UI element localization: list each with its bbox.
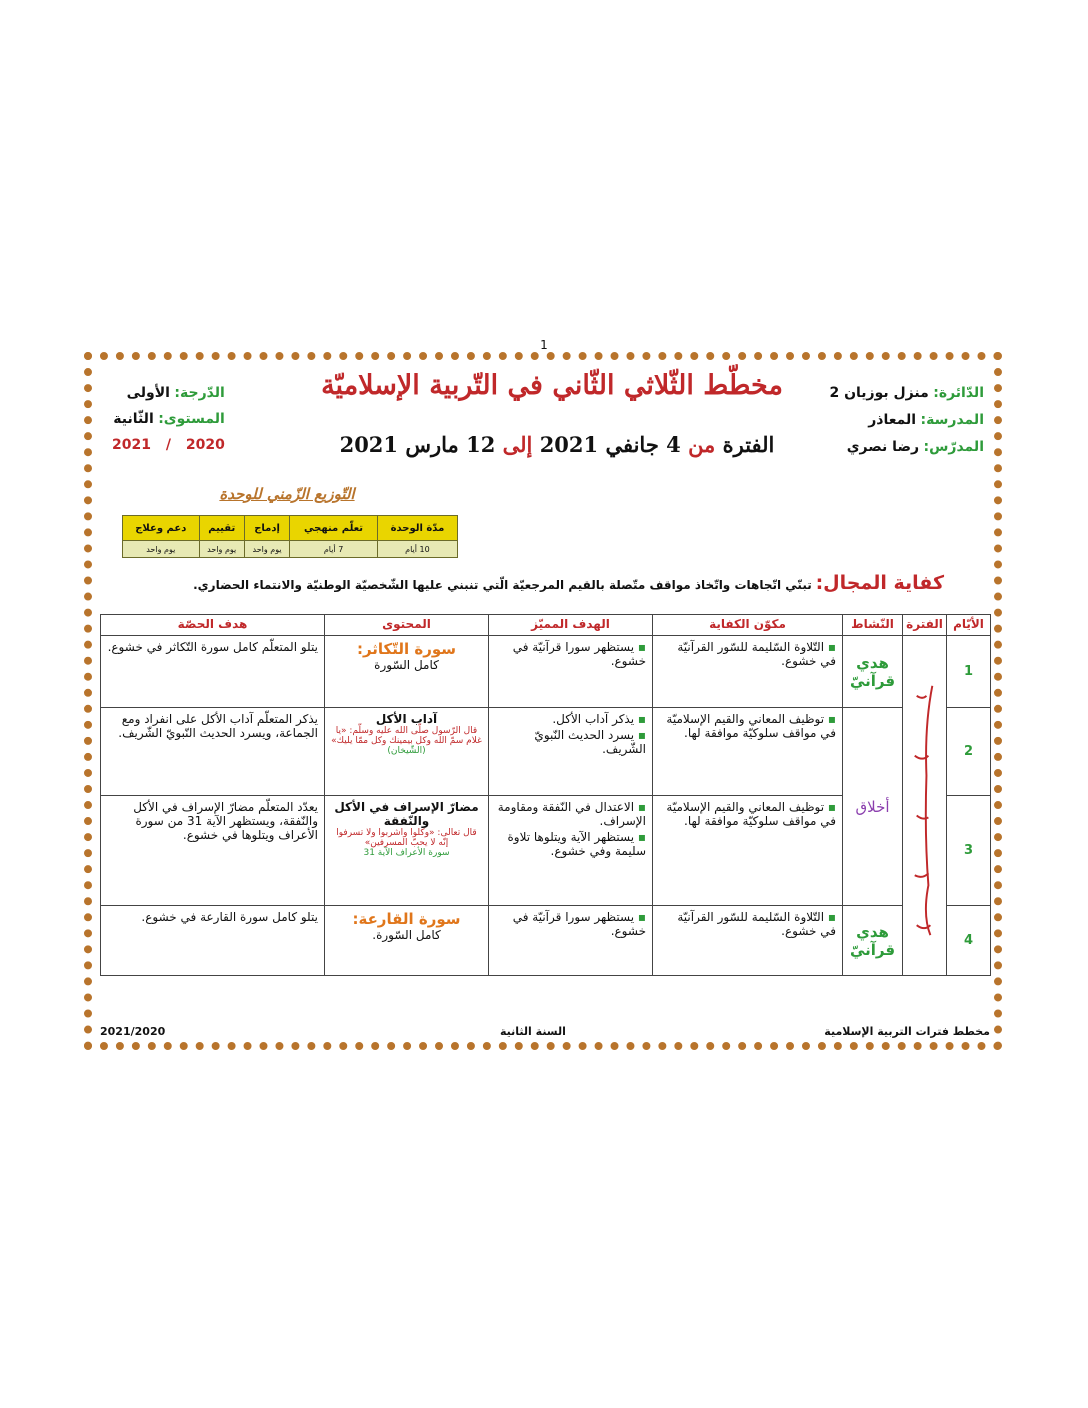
content-title: سورة التّكاثر: [356,640,457,658]
col-header-activity: النّشاط [843,615,903,636]
competence-text: تبنّي اتّجاهات واتّخاذ مواقف متّصلة بالقيم المرجعيّة الّتي تنبني عليها الشّخصيّة الوطنيّة والانتماء الحضاري. [193,578,812,592]
day-number: 1 [947,636,991,708]
period-prefix: الفترة [722,432,775,457]
period-line [322,432,792,457]
content-cell [325,636,489,708]
day-number: 4 [947,906,991,976]
year-separator: / [165,437,171,453]
directorate-label: الدّائرة: [933,385,984,401]
footer-left: 2021/2020 [100,1025,166,1038]
objective-item: ▪ يسرد الحديث النّبويّ الشّريف. [495,728,646,756]
period-to-date: 12 مارس 2021 [339,432,496,457]
year-end: 2021 [112,437,151,453]
period-from-date: 4 جانفي 2021 [539,432,681,457]
content-cell [325,906,489,976]
quote-source: (الشّيخان) [387,746,426,756]
table-row [101,636,991,708]
col-header-session-goal: هدف الحصّة [101,615,325,636]
session-goal: يعدّد المتعلّم مضارّ الإسراف في الأكل والنّفقة، ويستظهر الآية 31 من سورة الأعراف ويتلوها في خشوع. [101,796,325,906]
distribution-title: التّوزيع الزّمني للوحدة [219,485,355,503]
dist-value: 7 أيام [290,541,378,558]
page-frame [84,352,1002,1050]
objective-cell [489,708,653,796]
col-header-content: المحتوى [325,615,489,636]
dist-value: يوم واحد [123,541,200,558]
component-item: ▪ توظيف المعاني والقيم الإسلاميّة في مواقف سلوكيّة موافقة لها. [659,800,836,828]
dist-header: إدماج [244,516,289,541]
objective-item: ▪ يذكر آداب الأكل. [495,712,646,726]
content-cell [325,796,489,906]
activity-label: أخلاق [843,708,903,906]
content-subtitle: كامل السّورة [374,658,439,672]
component-item: ▪ توظيف المعاني والقيم الإسلاميّة في مواقف سلوكيّة موافقة لها. [659,712,836,740]
col-header-component: مكوّن الكفاية [653,615,843,636]
dist-header: مدّة الوحدة [377,516,457,541]
footer-center: السنة الثانية [500,1025,566,1038]
handwritten-period-note [903,636,946,975]
activity-label: هدي قرآنيّ [843,906,903,976]
table-row [101,906,991,976]
session-goal: يتلو المتعلّم كامل سورة التّكاثر في خشوع. [101,636,325,708]
component-item: ▪ التّلاوة السّليمة للسّور القرآنيّة في خشوع. [659,910,836,938]
period-to: إلى [502,432,533,457]
grade-value: الأولى [126,385,170,401]
dist-header: تعلّم منهجي [290,516,378,541]
page-number: 1 [540,338,548,352]
footer-right: مخطط فترات التربية الإسلامية [824,1025,990,1038]
objective-item: ▪ الاعتدال في النّفقة ومقاومة الإسراف. [495,800,646,828]
objective-item: ▪ يستظهر سورا قرآنيّة في خشوع. [495,910,646,938]
component-cell [653,708,843,796]
level-value: الثّانية [113,411,154,427]
page-title: مخطّط الثّلاثي الثّاني في التّربية الإسلاميّة [321,370,783,401]
competence-line [144,572,944,594]
teacher-label: المدرّس: [923,439,984,455]
table-row [101,708,991,796]
plan-table [100,614,991,976]
component-cell [653,906,843,976]
dist-value: يوم واحد [199,541,244,558]
dist-header: دعم وعلاج [123,516,200,541]
objective-cell [489,796,653,906]
objective-item: ▪ يستظهر الآية ويتلوها تلاوة سليمة وفي خشوع. [495,830,646,858]
day-number: 3 [947,796,991,906]
session-goal: يتلو كامل سورة القارعة في خشوع. [101,906,325,976]
content-title: آداب الأكل [375,712,438,726]
content-title: مضارّ الإسراف في الأكل والنّفقة [334,800,479,828]
period-cell [903,636,947,976]
component-item: ▪ التّلاوة السّليمة للسّور القرآنيّة في خشوع. [659,640,836,668]
col-header-days: الأيّام [947,615,991,636]
dist-header: تقييم [199,516,244,541]
school-info [829,380,984,461]
quote-source: سورة الأعراف الآية 31 [363,848,450,858]
year-start: 2020 [185,437,225,453]
level-label: المستوى: [158,411,225,427]
col-header-objective: الهدف المميّز [489,615,653,636]
component-cell [653,636,843,708]
content-title: سورة القارعة: [352,910,461,928]
directorate-value: منزل بوزيان 2 [829,385,929,401]
session-goal: يذكر المتعلّم آداب الأكل على انفراد ومع الجماعة، ويسرد الحديث النّبويّ الشّريف. [101,708,325,796]
period-from: من [688,432,716,457]
dist-value: يوم واحد [244,541,289,558]
content-subtitle: كامل السّورة. [372,928,441,942]
component-cell [653,796,843,906]
hadith-quote: قال الرّسول صلّى الله عليه وسلّم: «يا غلام سمّ الله وكل بيمينك وكل ممّا يليك» [331,726,482,746]
teacher-value: رضا نصري [846,439,920,455]
verse-quote: قال تعالى: «وكلوا واشربوا ولا تسرفوا إنّه لا يحبّ المسرفين» [336,828,477,848]
school-label: المدرسة: [920,412,984,428]
grade-label: الدّرجة: [174,385,225,401]
school-value: المعاذر [868,412,917,428]
day-number: 2 [947,708,991,796]
content-cell [325,708,489,796]
activity-label: هدي قرآنيّ [843,636,903,708]
objective-item: ▪ يستظهر سورا قرآنيّة في خشوع. [495,640,646,668]
distribution-table [122,515,458,558]
col-header-period: الفترة [903,615,947,636]
competence-label: كفاية المجال: [815,572,944,594]
grade-info [112,380,225,458]
dist-value: 10 أيام [377,541,457,558]
objective-cell [489,906,653,976]
objective-cell [489,636,653,708]
plan-header-row [101,615,991,636]
